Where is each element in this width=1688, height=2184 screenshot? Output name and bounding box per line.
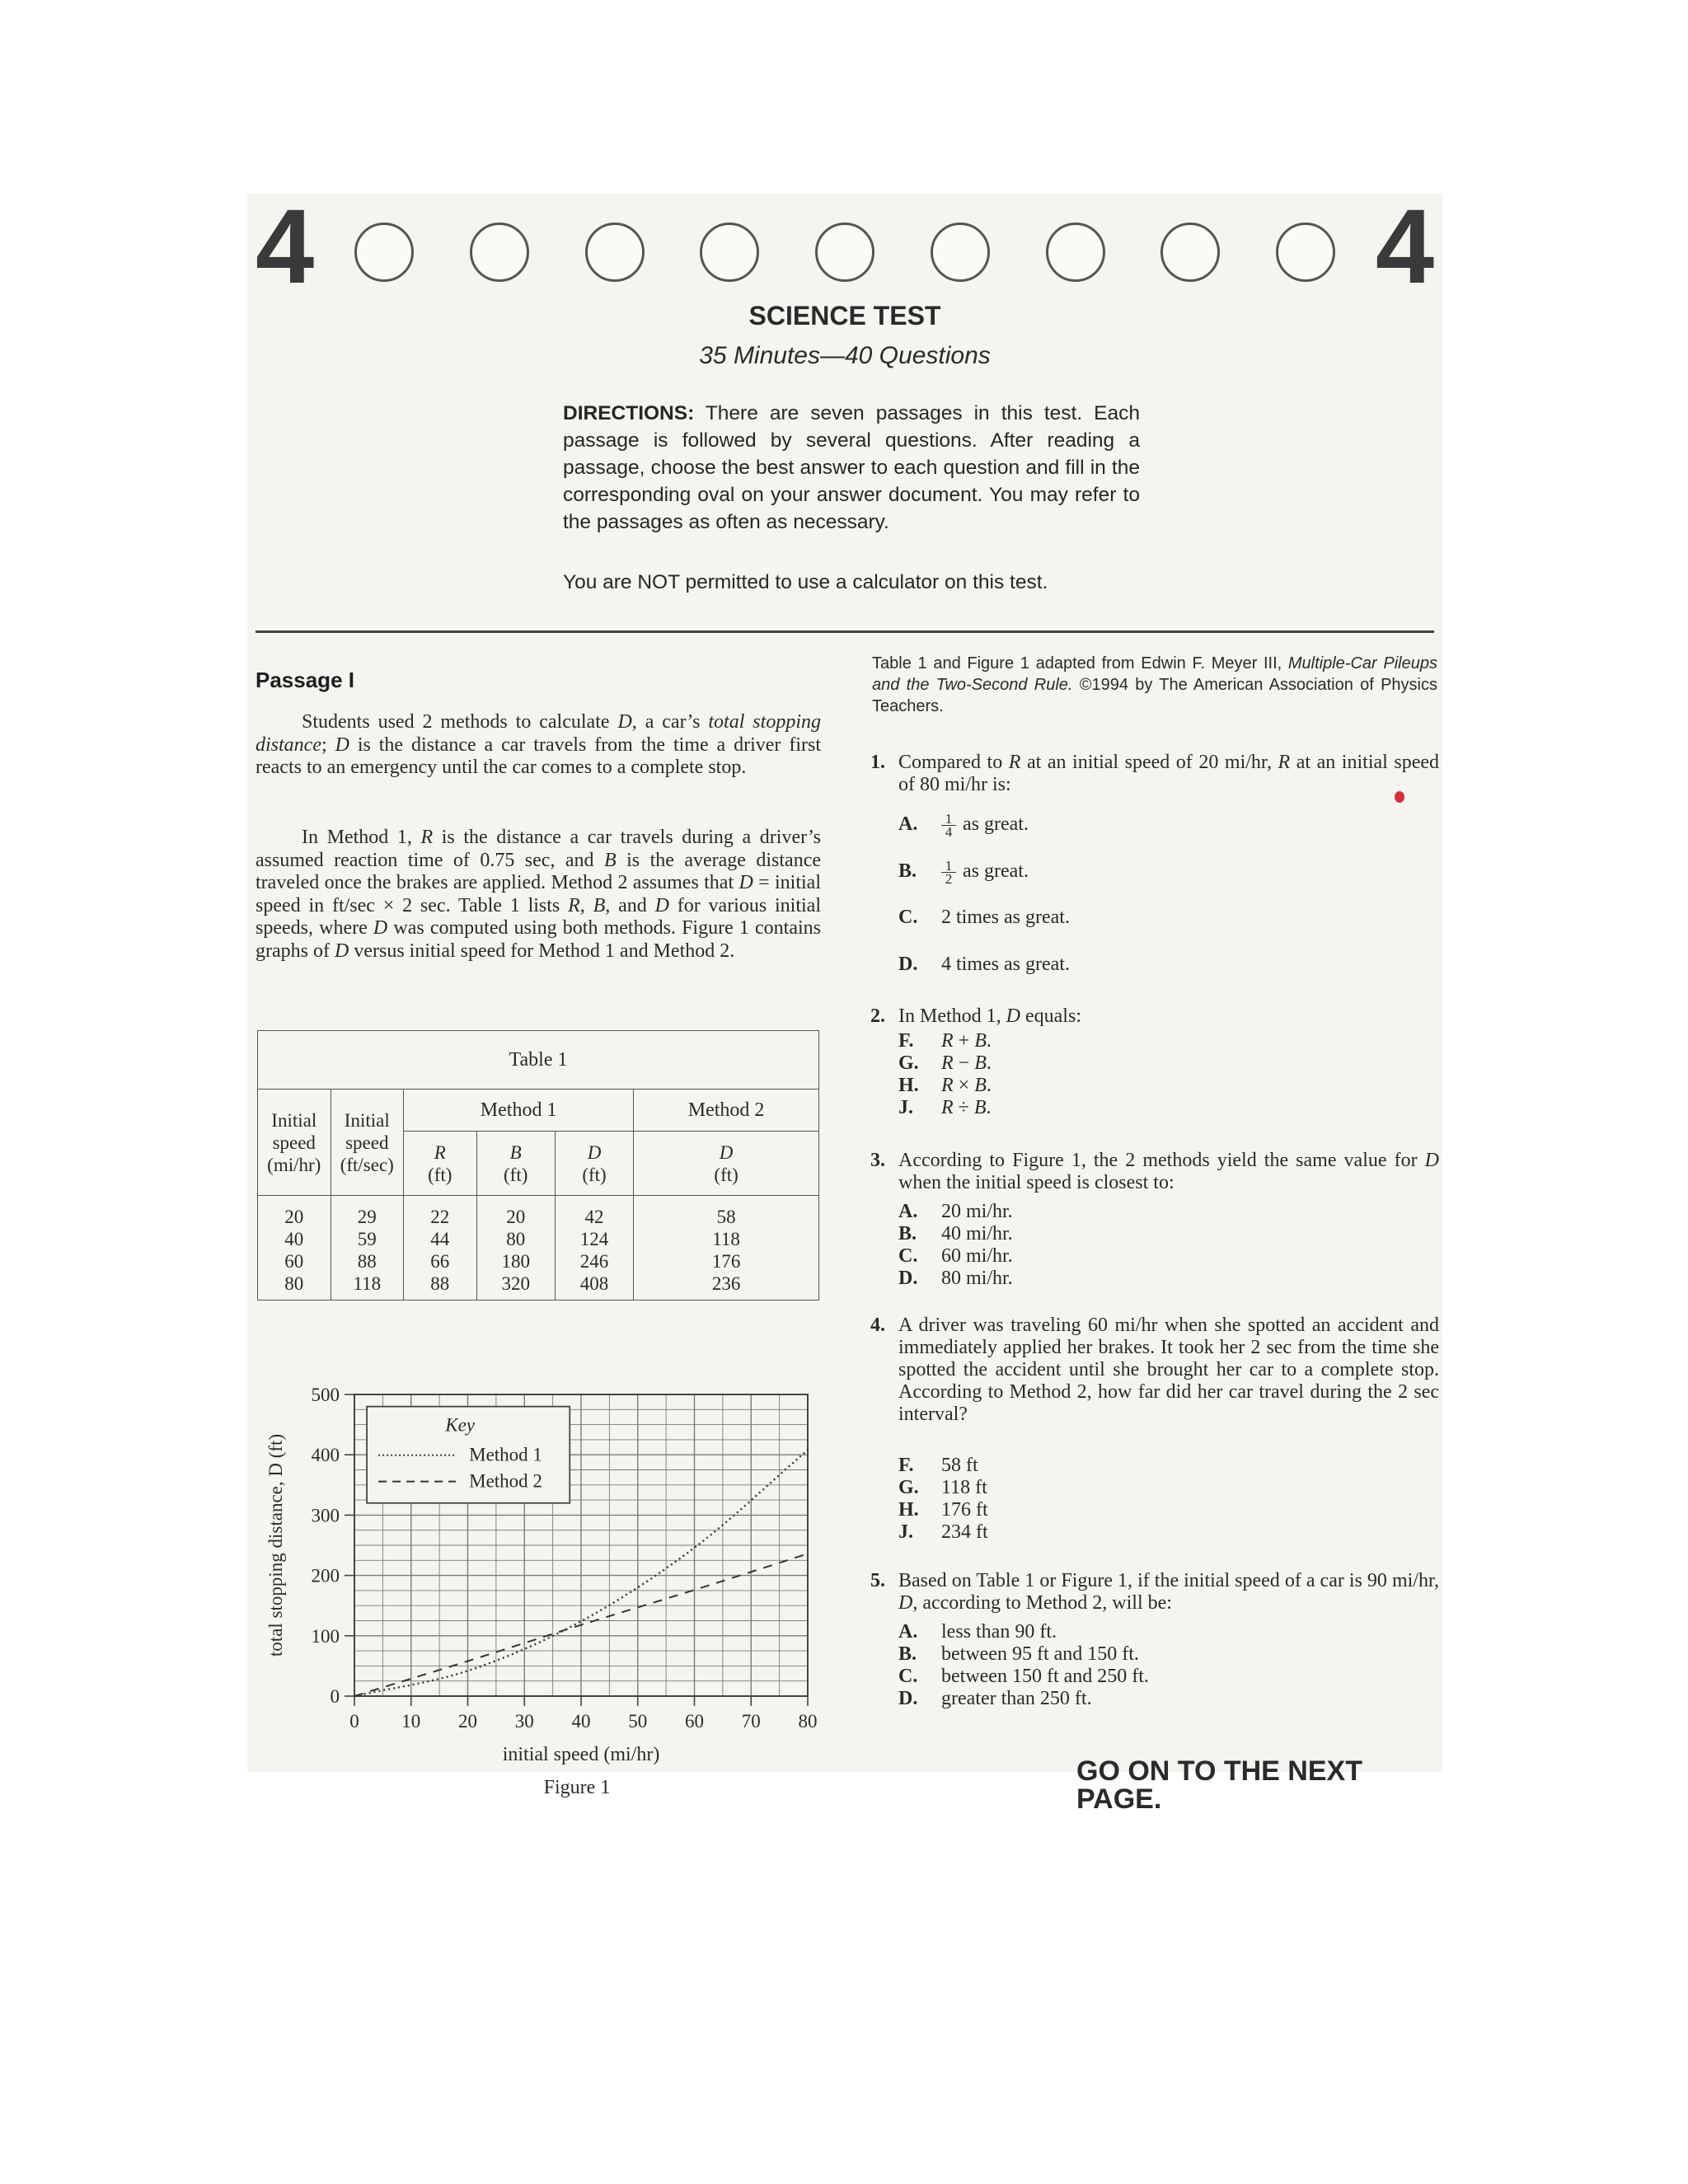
answer-options (898, 1201, 1013, 1290)
table-cell: 20 (506, 1207, 526, 1227)
option-letter: A. (898, 1621, 918, 1643)
table-cell: 44 (430, 1229, 450, 1249)
text-run: was computed using both methods. Figure 1 contains graphs of (256, 917, 821, 962)
option-text: 60 mi/hr. (941, 1245, 1013, 1267)
option-letter: B. (898, 1643, 917, 1665)
text-run: , according to Method 2, will be: (912, 1592, 1172, 1614)
table-cell: 80 (284, 1273, 304, 1294)
option-text: 20 mi/hr. (941, 1201, 1013, 1222)
question-5 (870, 1570, 1439, 1709)
variable: R (1278, 752, 1291, 773)
option-a[interactable] (898, 1201, 1013, 1223)
option-b[interactable] (898, 1643, 1149, 1666)
table-col-values (404, 1196, 477, 1301)
operator: ÷ (953, 1097, 974, 1118)
table-cell: 118 (353, 1273, 382, 1294)
option-text: between 95 ft and 150 ft. (941, 1643, 1139, 1665)
section-number-right: 4 (1375, 188, 1434, 306)
y-tick-label: 100 (311, 1625, 340, 1647)
question-text (898, 1150, 1439, 1194)
test-title: SCIENCE TEST (748, 301, 941, 330)
text-run: , (579, 894, 593, 916)
decorative-oval (470, 223, 529, 282)
variable: R (941, 1075, 954, 1096)
x-tick-label: 20 (458, 1711, 477, 1732)
question-text (898, 752, 1439, 796)
option-letter: D. (898, 954, 918, 975)
option-text: 4 times as great. (941, 954, 1070, 975)
table-cell: 88 (357, 1251, 377, 1272)
variable: D (1006, 1005, 1020, 1027)
y-tick-label: 0 (330, 1686, 340, 1707)
text-run: at an initial speed of 80 mi/hr is: (898, 752, 1439, 795)
option-j[interactable] (898, 1097, 992, 1119)
variable: D (335, 733, 349, 756)
option-c[interactable] (898, 1666, 1149, 1688)
option-a[interactable] (898, 813, 1070, 860)
text-run: ; (321, 733, 335, 756)
option-text: 176 ft (941, 1499, 988, 1521)
question-number: 5. (870, 1570, 885, 1591)
option-c[interactable] (898, 1245, 1013, 1268)
text-run: is the average distance traveled once the brakes are applied. Method 2 assumes that (256, 849, 822, 893)
question-3 (870, 1150, 1439, 1289)
text-run: is the distance a car travels from the time a driver first reacts to an emergency until the car comes to a complete stop. (256, 733, 821, 778)
option-f[interactable] (898, 1030, 992, 1052)
table-col-values (258, 1196, 331, 1301)
col-b (476, 1132, 555, 1196)
numerator: 1 (941, 860, 956, 873)
y-tick-label: 200 (311, 1565, 340, 1586)
option-letter: G. (898, 1052, 919, 1074)
text-run: Students used 2 methods to calculate (302, 711, 618, 733)
answer-options (898, 1030, 992, 1119)
table-cell: 58 (716, 1207, 736, 1227)
option-letter: H. (898, 1499, 919, 1521)
variable: D (617, 711, 632, 733)
question-text (898, 1570, 1439, 1615)
text-run: = initial speed in ft/sec × 2 sec. Table 1 lists (256, 872, 822, 916)
variable: B (974, 1030, 987, 1052)
section-number-left: 4 (256, 188, 315, 306)
period: . (986, 1075, 992, 1096)
directions-label: DIRECTIONS: (563, 402, 695, 424)
option-letter: A. (898, 813, 918, 836)
x-axis-label: initial speed (mi/hr) (502, 1744, 660, 1765)
table-cell: 20 (284, 1207, 304, 1227)
option-g[interactable] (898, 1477, 988, 1499)
decorative-oval (1160, 223, 1220, 282)
table-1 (257, 1030, 819, 1301)
passage-paragraph-2 (256, 827, 821, 963)
answer-options (898, 813, 1070, 976)
operator: − (953, 1052, 975, 1074)
option-text: greater than 250 ft. (941, 1688, 1092, 1709)
term: total stopping distance (256, 711, 821, 756)
option-letter: F. (898, 1030, 914, 1052)
legend-title: Key (445, 1414, 476, 1436)
col-d-method-2 (634, 1132, 819, 1196)
option-text: less than 90 ft. (941, 1621, 1057, 1643)
decorative-oval (1046, 223, 1105, 282)
x-tick-label: 40 (571, 1711, 591, 1732)
legend-label: Method 2 (469, 1470, 542, 1492)
option-f[interactable] (898, 1455, 988, 1477)
directions-text: There are seven passages in this test. Each passage is followed by several questions. After reading a passage, choose the best answer to each question and fill in the corresponding oval on your answer document. You may refer to the passages as often as necessary. (563, 402, 1140, 533)
source-title: Multiple-Car Pileups and the Two-Second Rule. (872, 654, 1437, 694)
y-tick-label: 400 (311, 1445, 340, 1466)
option-h[interactable] (898, 1075, 992, 1097)
option-d[interactable] (898, 1268, 1013, 1290)
question-text: A driver was traveling 60 mi/hr when she spotted an accident and immediately applied her brakes. It took her 2 sec from the time she spotted the accident until she brought her car to a complete stop. According to Method 2, how far did her car travel during the 2 sec interval? (898, 1315, 1439, 1425)
y-tick-label: 500 (311, 1385, 340, 1405)
variable: D (334, 940, 349, 962)
variable: B (973, 1097, 987, 1118)
col-r (404, 1132, 477, 1196)
table-cell: 42 (584, 1207, 604, 1227)
denominator: 2 (945, 871, 953, 887)
option-letter: G. (898, 1477, 919, 1498)
table-cell: 408 (579, 1273, 609, 1294)
col-d1-var: D (587, 1141, 602, 1163)
x-tick-label: 50 (628, 1711, 648, 1732)
question-1 (870, 752, 1439, 975)
table-cell: 180 (501, 1251, 530, 1272)
option-text: between 150 ft and 250 ft. (941, 1666, 1149, 1687)
y-tick-label: 300 (311, 1505, 340, 1526)
variable: D (654, 894, 669, 916)
table-cell: 236 (711, 1273, 741, 1294)
figure-caption: Figure 1 (543, 1777, 611, 1798)
variable: R (941, 1097, 954, 1118)
y-axis-label: total stopping distance, D (ft) (265, 1433, 286, 1657)
variable: R (420, 827, 434, 848)
denominator: 4 (945, 824, 953, 840)
operator: + (953, 1030, 975, 1052)
variable: D (373, 917, 388, 939)
go-on-footer: GO ON TO THE NEXT PAGE. (1076, 1755, 1362, 1815)
option-letter: A. (898, 1201, 918, 1222)
option-letter: F. (898, 1455, 914, 1476)
variable: D (1424, 1150, 1439, 1171)
section-header (256, 188, 1434, 306)
source-credit (872, 653, 1437, 717)
question-number: 4. (870, 1315, 885, 1336)
table-cell: 88 (430, 1273, 450, 1294)
question-number: 3. (870, 1150, 885, 1171)
option-b[interactable] (898, 860, 1070, 907)
text-run: Based on Table 1 or Figure 1, if the initial speed of a car is 90 mi/hr, (898, 1570, 1439, 1591)
table-cell: 29 (357, 1207, 377, 1227)
text-run: According to Figure 1, the 2 methods yield the same value for (898, 1150, 1425, 1171)
section-divider (256, 630, 1434, 633)
text-run: Table 1 and Figure 1 adapted from Edwin F. Meyer III, (872, 654, 1288, 673)
option-g[interactable] (898, 1052, 992, 1075)
table-cell: 320 (501, 1273, 530, 1294)
option-letter: J. (898, 1097, 913, 1118)
option-letter: B. (898, 860, 917, 883)
table-cell: 176 (711, 1251, 741, 1272)
text-run: is the distance a car travels during a driver’s assumed reaction time of 0.75 sec, and (256, 827, 821, 871)
table-col-values (634, 1196, 819, 1301)
table-cell: 246 (579, 1251, 609, 1272)
col-d-method-1 (555, 1132, 633, 1196)
test-page (247, 188, 1442, 1815)
test-subtitle: 35 Minutes—40 Questions (699, 342, 991, 369)
col-initial-speed-mph: Initial speed (mi/hr) (258, 1090, 331, 1196)
decorative-oval (700, 223, 759, 282)
answer-options (898, 1455, 988, 1544)
text-run: versus initial speed for Method 1 and Method 2. (349, 940, 735, 962)
variable: R (941, 1030, 954, 1052)
option-text: 2 times as great. (941, 907, 1070, 928)
text-run: Compared to (898, 752, 1009, 773)
directions (563, 400, 1140, 536)
text-run: at an initial speed of 20 mi/hr, (1020, 752, 1278, 773)
option-letter: C. (898, 1245, 918, 1267)
variable: R (1008, 752, 1021, 773)
option-c[interactable] (898, 907, 1070, 954)
variable: B (974, 1052, 987, 1074)
variable: D (738, 872, 753, 893)
table-cell: 40 (284, 1229, 304, 1249)
col-b-var: B (509, 1141, 522, 1163)
numerator: 1 (941, 813, 956, 826)
decorative-oval (931, 223, 990, 282)
fraction (941, 860, 956, 885)
option-letter: J. (898, 1521, 913, 1543)
option-text: 118 ft (941, 1477, 987, 1498)
x-tick-label: 10 (401, 1711, 421, 1732)
option-text: as great. (963, 813, 1029, 836)
text-run: ©1994 by The American Association of Physics Teachers. (872, 676, 1437, 715)
question-2 (870, 1005, 1439, 1118)
question-number: 1. (870, 752, 885, 773)
calculator-note: You are NOT permitted to use a calculator on this test. (563, 571, 1048, 593)
table-col-values (555, 1196, 633, 1301)
option-letter: D. (898, 1688, 918, 1709)
passage-paragraph-1 (256, 711, 821, 780)
x-tick-label: 60 (685, 1711, 704, 1732)
figure-1-chart (247, 1343, 841, 1798)
question-text (898, 1005, 1439, 1028)
variable: B (974, 1075, 987, 1096)
period: . (986, 1052, 992, 1074)
option-j[interactable] (898, 1521, 988, 1544)
x-tick-label: 30 (514, 1711, 534, 1732)
option-text: 58 ft (941, 1455, 978, 1476)
group-method-2: Method 2 (634, 1090, 819, 1132)
question-4 (870, 1315, 1439, 1543)
decorative-oval (585, 223, 645, 282)
table-cell: 22 (430, 1207, 450, 1227)
text-run: when the initial speed is closest to: (898, 1172, 1175, 1193)
x-tick-label: 70 (741, 1711, 761, 1732)
option-b[interactable] (898, 1223, 1013, 1245)
variable: R (941, 1052, 954, 1074)
col-d2-unit: (ft) (714, 1164, 738, 1185)
text-run: , a car’s (631, 711, 709, 733)
decorative-oval (815, 223, 874, 282)
pen-mark (1395, 791, 1404, 803)
text-run: equals: (1020, 1005, 1081, 1027)
option-letter: H. (898, 1075, 919, 1096)
text-run: In Method 1, (302, 827, 421, 848)
col-initial-speed-fps: Initial speed (ft/sec) (331, 1090, 404, 1196)
table-cell: 66 (430, 1251, 450, 1272)
group-method-1: Method 1 (404, 1090, 634, 1132)
text-run: for various initial speeds, where (256, 894, 822, 939)
variable: R (568, 894, 580, 916)
col-b-unit: (ft) (504, 1164, 528, 1185)
option-d[interactable] (898, 1688, 1149, 1710)
option-text: 234 ft (941, 1521, 988, 1543)
x-tick-label: 80 (798, 1711, 818, 1732)
option-text: 80 mi/hr. (941, 1268, 1013, 1289)
table-cell: 59 (357, 1229, 377, 1249)
option-letter: B. (898, 1223, 917, 1244)
operator: × (953, 1075, 975, 1096)
option-letter: D. (898, 1268, 918, 1289)
col-d1-unit: (ft) (582, 1164, 607, 1185)
passage-title: Passage I (256, 668, 354, 692)
col-d2-var: D (719, 1141, 734, 1163)
option-text: 40 mi/hr. (941, 1223, 1013, 1244)
variable: B (604, 849, 617, 871)
variable: D (898, 1592, 913, 1614)
legend-label: Method 1 (469, 1444, 542, 1465)
option-a[interactable] (898, 1621, 1149, 1643)
table-cell: 124 (579, 1229, 609, 1249)
option-h[interactable] (898, 1499, 988, 1521)
fraction (941, 813, 956, 838)
table-cell: 80 (506, 1229, 526, 1249)
table-caption: Table 1 (258, 1031, 819, 1090)
option-letter: C. (898, 1666, 918, 1687)
decorative-oval (354, 223, 414, 282)
text-run: In Method 1, (898, 1005, 1006, 1027)
answer-options (898, 1621, 1149, 1710)
option-d[interactable] (898, 954, 1070, 976)
option-text: as great. (963, 860, 1029, 883)
question-number: 2. (870, 1005, 885, 1027)
table-cell: 118 (712, 1229, 740, 1249)
variable: B (593, 894, 606, 916)
period: . (986, 1030, 992, 1052)
col-r-unit: (ft) (428, 1164, 452, 1185)
table-col-values (476, 1196, 555, 1301)
decorative-oval (1276, 223, 1335, 282)
x-tick-label: 0 (349, 1711, 359, 1732)
table-cell: 60 (284, 1251, 304, 1272)
table-col-values (331, 1196, 404, 1301)
col-r-var: R (434, 1141, 446, 1163)
text-run: , and (605, 894, 655, 916)
period: . (986, 1097, 992, 1118)
oval-row (354, 223, 1335, 282)
option-letter: C. (898, 907, 918, 928)
